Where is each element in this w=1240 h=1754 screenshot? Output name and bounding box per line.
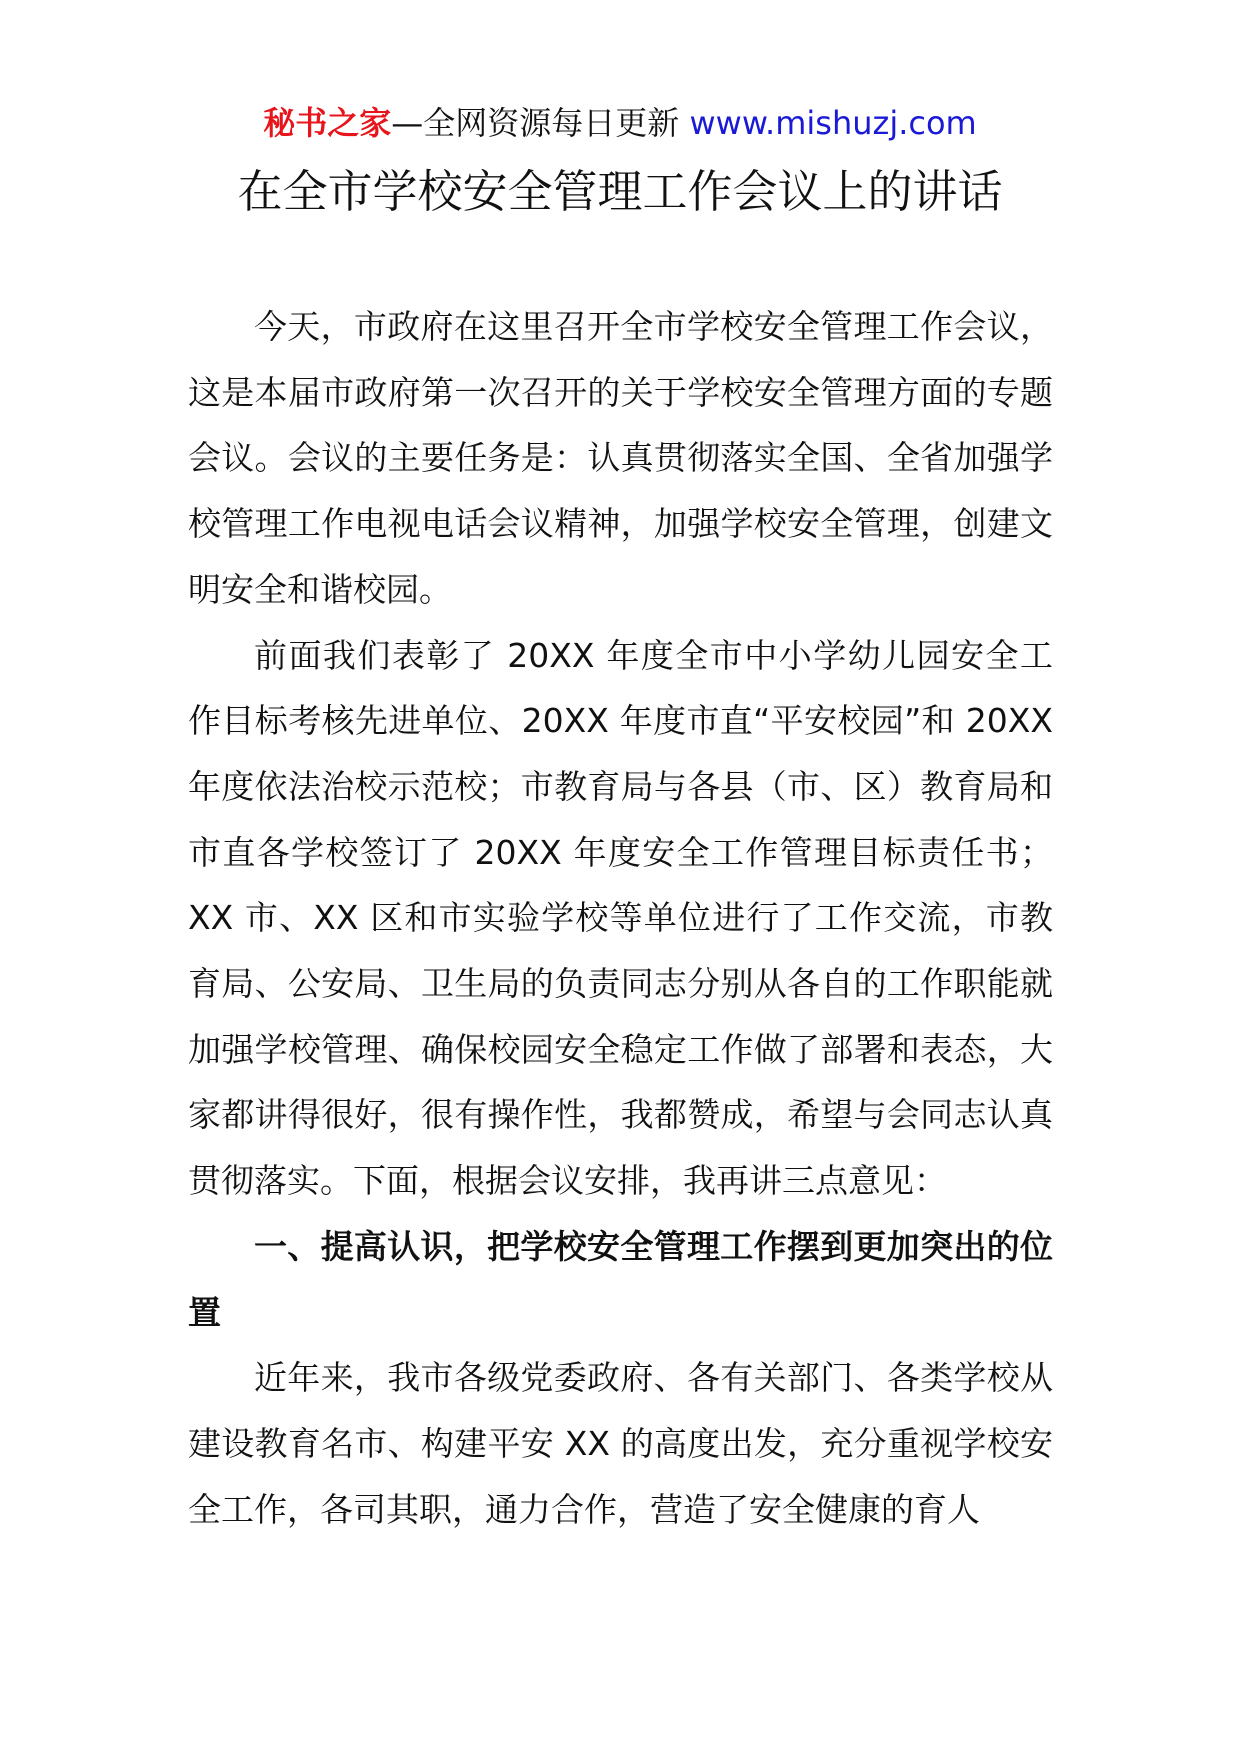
paragraph-review: 前面我们表彰了 20XX 年度全市中小学幼儿园安全工作目标考核先进单位、20XX 年度市直“平安校园”和 20XX 年度依法治校示范校；市教育局与各县（市、区）教育局和市直各学校签订了 20XX 年度安全工作管理目标责任书；XX 市、XX 区和市实验学校等单位进行了工作交流，市教育局、公安局、卫生局的负责同志分别从各自的工作职能就加强学校管理、确保校园安全稳定工作做了部署和表态，大家都讲得很好，很有操作性，我都赞成，希望与会同志认真贯彻落实。下面，根据会议安排，我再讲三点意见： <box>188 635 1053 1201</box>
paragraph-section-1: 近年来，我市各级党委政府、各有关部门、各类学校从建设教育名市、构建平安 XX 的高度出发，充分重视学校安全工作，各司其职，通力合作，营造了安全健康的育人 <box>188 1358 1053 1529</box>
site-url-link[interactable]: www.mishuzj.com <box>689 104 977 142</box>
site-tagline: —全网资源每日更新 <box>391 104 680 142</box>
document-body <box>188 294 1053 1542</box>
site-header <box>0 103 1240 143</box>
paragraph-intro: 今天，市政府在这里召开全市学校安全管理工作会议，这是本届市政府第一次召开的关于学校安全管理方面的专题会议。会议的主要任务是：认真贯彻落实全国、全省加强学校管理工作电视电话会议精神，加强学校安全管理，创建文明安全和谐校园。 <box>188 307 1053 609</box>
document-title: 在全市学校安全管理工作会议上的讲话 <box>237 165 1003 218</box>
section-heading-1: 一、提高认识，把学校安全管理工作摆到更加突出的位置 <box>188 1226 1053 1332</box>
brand-name: 秘书之家 <box>263 104 392 142</box>
